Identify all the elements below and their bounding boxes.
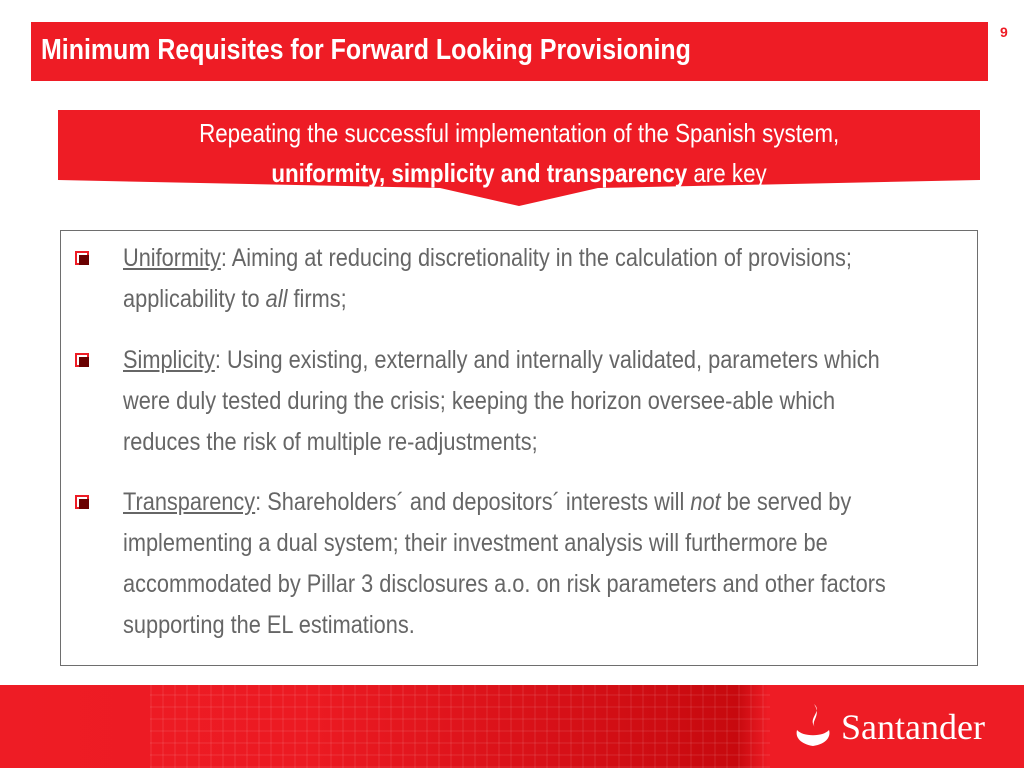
banner-line-1-text: Repeating the successful implementation of the Spanish system, <box>198 118 840 148</box>
slide-title: Minimum Requisites for Forward Looking Provisioning <box>41 34 691 66</box>
santander-flame-icon <box>793 700 833 750</box>
item-term: Transparency <box>123 488 256 516</box>
item-term: Simplicity <box>123 346 215 374</box>
checkbox-bullet-icon <box>75 353 89 367</box>
item-term: Uniformity <box>123 244 221 272</box>
santander-logo-text: Santander <box>841 707 985 747</box>
item-emphasis: not <box>690 488 721 516</box>
checkbox-bullet-icon <box>75 251 89 265</box>
banner-line-2 <box>58 158 980 189</box>
requisites-list <box>60 230 978 666</box>
list-item-transparency: Transparency: Shareholders´ and depositors´ interests will not be served by implementing a dual system; their investment analysis will furthermore be accommodated by Pillar 3 disclosures a.o. on risk parameters and other factors supporting the EL estimations. <box>123 488 886 639</box>
page-number: 9 <box>1000 24 1008 40</box>
footer-pattern <box>150 685 770 768</box>
key-message-banner <box>58 108 980 208</box>
list-item-simplicity: Simplicity: Using existing, externally and internally validated, parameters which were duly tested during the crisis; keeping the horizon oversee-able which reduces the risk of multiple re-adjustments; <box>123 346 880 456</box>
banner-key-terms: uniformity, simplicity and transparency <box>271 158 688 188</box>
list-item-uniformity: Uniformity: Aiming at reducing discretionality in the calculation of provisions; applicability to all firms; <box>123 244 852 313</box>
banner-line-1 <box>58 118 980 149</box>
checkbox-bullet-icon <box>75 495 89 509</box>
title-bar <box>31 22 988 81</box>
item-emphasis: all <box>265 285 288 313</box>
banner-line-2-rest: are key <box>687 158 767 188</box>
